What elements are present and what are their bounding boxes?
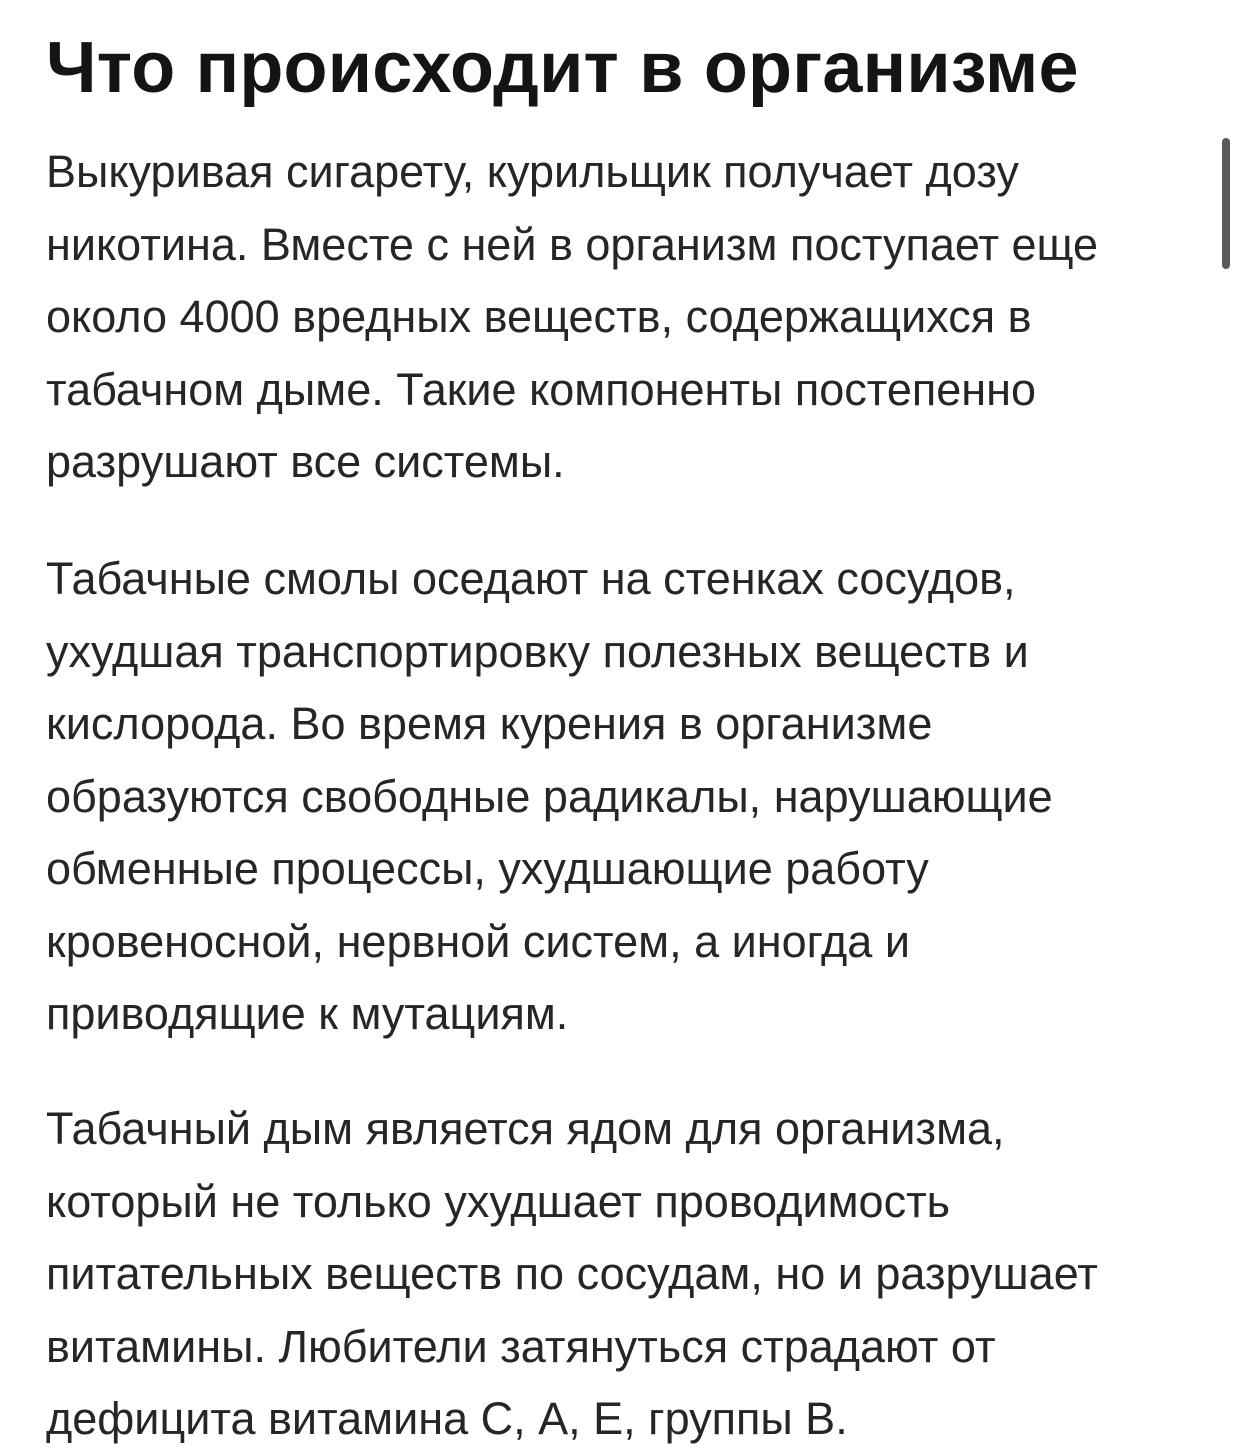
text-line: табачном дыме. Такие компоненты постепенно — [46, 363, 1036, 415]
paragraph-1 — [46, 136, 1098, 499]
text-line: дефицита витамина С, А, Е, группы В. — [46, 1393, 848, 1444]
text-line: Табачный дым является ядом для организма, — [46, 1103, 1005, 1154]
text-line: никотина. Вместе с ней в организм поступает еще — [46, 218, 1099, 270]
text-line: разрушают все системы. — [46, 436, 565, 487]
paragraph-3 — [46, 1093, 1098, 1456]
text-line: Выкуривая сигарету, курильщик получает дозу — [46, 146, 1019, 197]
text-line: около 4000 вредных веществ, содержащихся в — [46, 291, 1032, 342]
text-line: образуются свободные радикалы, нарушающие — [46, 770, 1053, 822]
scrollbar-thumb[interactable] — [1222, 138, 1230, 269]
text-line: витамины. Любители затянуться страдают от — [46, 1320, 996, 1372]
text-line: обменные процессы, ухудшающие работу — [46, 843, 929, 894]
text-line: кислорода. Во время курения в организме — [46, 698, 933, 749]
text-line: питательных веществ по сосудам, но и разрушает — [46, 1248, 1098, 1299]
text-line: Табачные смолы оседают на стенках сосудов, — [46, 553, 1016, 604]
paragraph-2 — [46, 543, 1053, 1051]
text-line: кровеносной, нервной систем, а иногда и — [46, 915, 910, 967]
text-line: ухудшая транспортировку полезных веществ и — [46, 625, 1029, 677]
text-line: который не только ухудшает проводимость — [46, 1175, 951, 1227]
text-line: приводящие к мутациям. — [46, 988, 569, 1039]
article — [46, 0, 1206, 1444]
article-title: Что происходит в организме — [46, 28, 1079, 108]
